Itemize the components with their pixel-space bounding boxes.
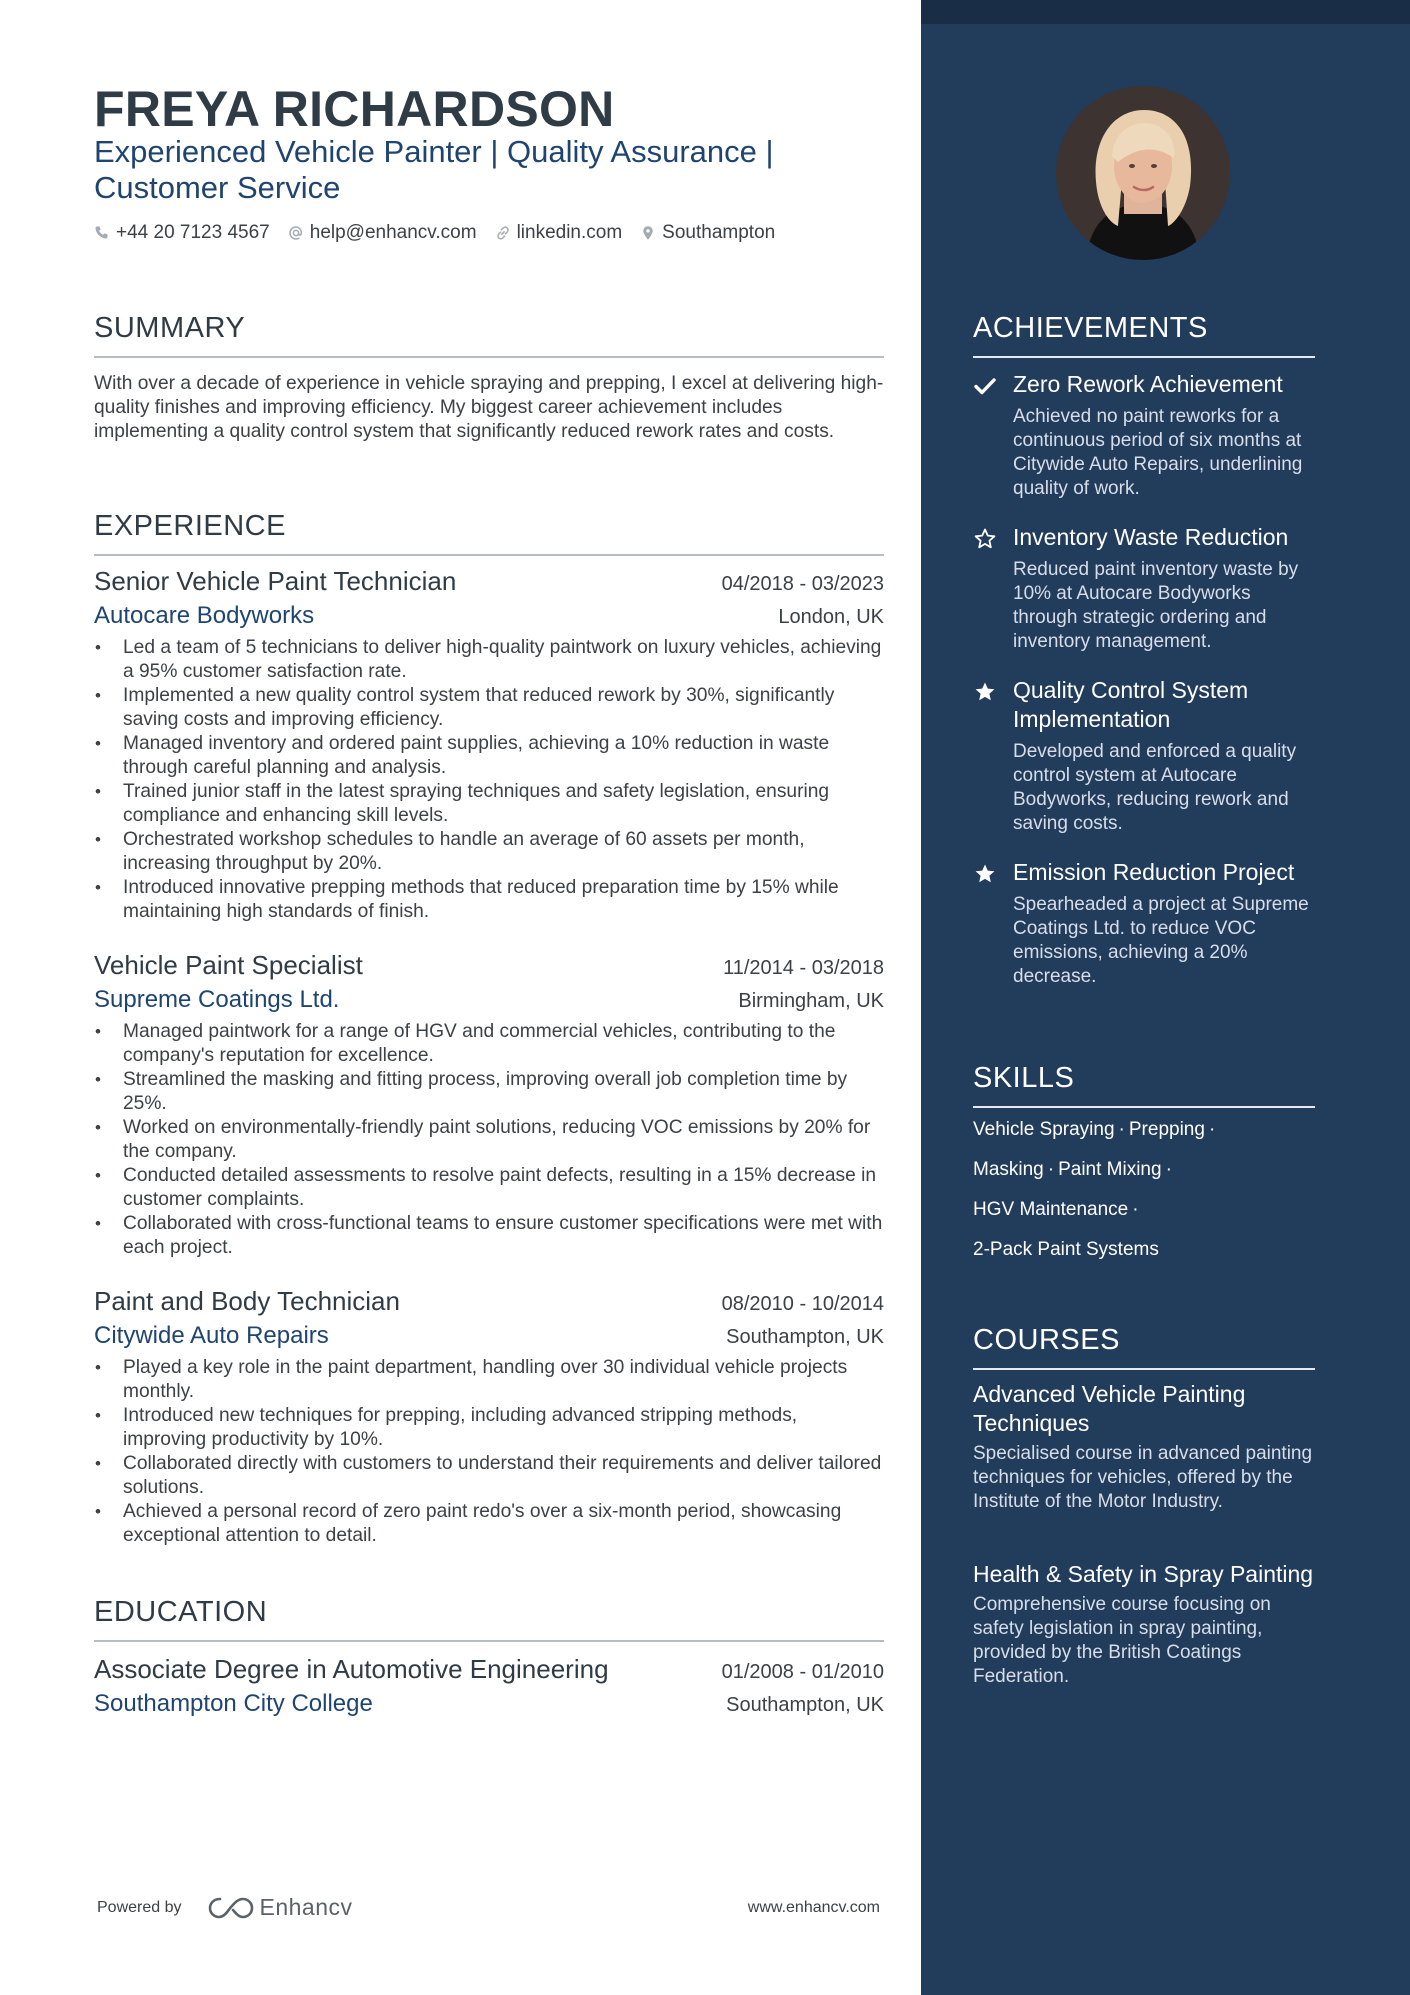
- job-bullets: [94, 636, 884, 924]
- bullet-item: • Collaborated with cross-functional teams to ensure customer specifications were met with each project.: [94, 1212, 884, 1260]
- email-text: help@enhancv.com: [309, 222, 477, 243]
- contact-location: [640, 222, 775, 244]
- course-item: [973, 1380, 1315, 1514]
- job-company: Autocare Bodyworks: [94, 602, 315, 629]
- job-dates: 11/2014 - 03/2018: [723, 957, 884, 979]
- courses-heading: COURSES: [973, 1322, 1315, 1370]
- course-title: Health & Safety in Spray Painting: [973, 1561, 1314, 1587]
- skill-separator: ·: [1118, 1119, 1125, 1140]
- job-title: Vehicle Paint Specialist: [94, 950, 363, 980]
- course-desc: Comprehensive course focusing on safety legislation in spray painting, provided by the British Coatings Federation.: [973, 1594, 1271, 1687]
- achievement-desc: Reduced paint inventory waste by 10% at Autocare Bodyworks through strategic ordering and inventory management.: [1013, 559, 1299, 652]
- bullet-item: • Orchestrated workshop schedules to handle an average of 60 assets per month, increasing throughput by 20%.: [94, 828, 884, 876]
- job-dates: 08/2010 - 10/2014: [721, 1293, 884, 1315]
- avatar: [1056, 86, 1230, 260]
- bullet-item: • Led a team of 5 technicians to deliver high-quality paintwork on luxury vehicles, achieving a 95% customer satisfaction rate.: [94, 636, 884, 684]
- candidate-name: FREYA RICHARDSON: [94, 81, 615, 137]
- bullet-item: • Played a key role in the paint department, handling over 30 individual vehicle projects monthly.: [94, 1356, 884, 1404]
- achievement-item: [973, 676, 1343, 836]
- job-bullets: [94, 1356, 884, 1548]
- linkedin-text: linkedin.com: [516, 222, 623, 243]
- degree-title: Associate Degree in Automotive Engineering: [94, 1654, 609, 1684]
- checkmark-icon: [973, 374, 997, 398]
- achievement-desc: Spearheaded a project at Supreme Coatings Ltd. to reduce VOC emissions, achieving a 20% decrease.: [1013, 894, 1309, 987]
- achievements-heading: ACHIEVEMENTS: [973, 310, 1315, 358]
- job-company: Supreme Coatings Ltd.: [94, 986, 340, 1013]
- course-title: Advanced Vehicle Painting Techniques: [973, 1381, 1246, 1436]
- skill-tag: HGV Maintenance: [973, 1199, 1129, 1220]
- experience-heading: EXPERIENCE: [94, 508, 884, 556]
- job-entry: [94, 564, 884, 924]
- skill-tag: Masking: [973, 1159, 1044, 1180]
- skill-separator: ·: [1165, 1159, 1172, 1180]
- phone-text: +44 20 7123 4567: [116, 222, 270, 243]
- sidebar: [921, 0, 1410, 1995]
- job-title: Senior Vehicle Paint Technician: [94, 566, 457, 596]
- enhancv-logo-icon: [208, 1895, 254, 1921]
- achievement-desc: Achieved no paint reworks for a continuous period of six months at Citywide Auto Repairs, underlining quality of work.: [1013, 406, 1303, 499]
- phone-icon: [94, 225, 110, 241]
- summary-text: With over a decade of experience in vehicle spraying and prepping, I excel at delivering high-quality finishes and improving efficiency. My biggest career achievement includes implementing a quality control system that significantly reduced rework rates and costs.: [94, 373, 884, 442]
- star-icon: [973, 862, 997, 886]
- skill-tag: Prepping: [1128, 1119, 1205, 1140]
- job-entry: [94, 948, 884, 1260]
- skill-separator: ·: [1047, 1159, 1055, 1180]
- headline: Experienced Vehicle Painter | Quality Assurance | Customer Service: [94, 134, 774, 205]
- bullet-item: • Managed paintwork for a range of HGV and commercial vehicles, contributing to the company's reputation for excellence.: [94, 1020, 884, 1068]
- skill-separator: ·: [1132, 1199, 1139, 1220]
- achievement-title: Zero Rework Achievement: [1013, 371, 1283, 397]
- skill-row: [973, 1118, 1315, 1142]
- job-location: Southampton, UK: [726, 1326, 884, 1348]
- star-icon: [973, 680, 997, 704]
- course-item: [973, 1560, 1315, 1689]
- skill-separator: ·: [1208, 1119, 1216, 1140]
- contact-email[interactable]: [288, 222, 477, 244]
- brand-name: Enhancv: [259, 1894, 353, 1920]
- footer-url[interactable]: www.enhancv.com: [747, 1898, 880, 1916]
- skill-row: [973, 1238, 1315, 1262]
- bullet-item: • Introduced innovative prepping methods that reduced preparation time by 15% while maintaining high standards of finish.: [94, 876, 884, 924]
- bullet-item: • Managed inventory and ordered paint supplies, achieving a 10% reduction in waste through careful planning and analysis.: [94, 732, 884, 780]
- skills-heading: SKILLS: [973, 1060, 1315, 1108]
- contact-phone[interactable]: [94, 222, 270, 244]
- achievement-item: [973, 523, 1343, 654]
- skill-tag: Paint Mixing: [1058, 1159, 1162, 1180]
- skill-row: [973, 1198, 1315, 1222]
- powered-by-label: Powered by: [97, 1898, 182, 1916]
- location-text: Southampton: [662, 222, 776, 243]
- skills-list: [973, 1118, 1315, 1278]
- footer: [97, 1894, 880, 1921]
- education-heading: EDUCATION: [94, 1594, 884, 1642]
- school-name: Southampton City College: [94, 1690, 373, 1717]
- at-icon: [288, 225, 304, 241]
- education-location: Southampton, UK: [726, 1694, 884, 1716]
- achievement-title: Quality Control System Implementation: [1013, 677, 1249, 732]
- star-outline-icon: [973, 527, 997, 551]
- job-title: Paint and Body Technician: [94, 1286, 400, 1316]
- link-icon: [495, 225, 511, 241]
- achievement-desc: Developed and enforced a quality control system at Autocare Bodyworks, reducing rework and saving costs.: [1013, 741, 1297, 834]
- sidebar-top-band: [921, 0, 1410, 24]
- job-entry: [94, 1284, 884, 1548]
- job-company: Citywide Auto Repairs: [94, 1322, 329, 1349]
- achievement-title: Inventory Waste Reduction: [1013, 524, 1289, 550]
- achievement-title: Emission Reduction Project: [1013, 859, 1295, 885]
- bullet-item: • Conducted detailed assessments to resolve paint defects, resulting in a 15% decrease in customer complaints.: [94, 1164, 884, 1212]
- job-bullets: [94, 1020, 884, 1260]
- job-location: London, UK: [778, 606, 884, 628]
- skill-row: [973, 1158, 1315, 1182]
- education-entry: [94, 1652, 884, 1720]
- job-dates: 04/2018 - 03/2023: [721, 573, 884, 595]
- summary-heading: SUMMARY: [94, 310, 884, 358]
- portrait-photo: [1056, 86, 1230, 260]
- bullet-item: • Introduced new techniques for prepping, including advanced stripping methods, improving productivity by 10%.: [94, 1404, 884, 1452]
- achievement-item: [973, 370, 1343, 501]
- course-desc: Specialised course in advanced painting techniques for vehicles, offered by the Institute of the Motor Industry.: [973, 1443, 1313, 1512]
- skill-tag: 2-Pack Paint Systems: [973, 1239, 1159, 1260]
- bullet-item: • Implemented a new quality control system that reduced rework by 30%, significantly saving costs and improving efficiency.: [94, 684, 884, 732]
- bullet-item: • Worked on environmentally-friendly paint solutions, reducing VOC emissions by 20% for the company.: [94, 1116, 884, 1164]
- education-dates: 01/2008 - 01/2010: [721, 1661, 884, 1683]
- enhancv-logo[interactable]: [208, 1894, 353, 1921]
- bullet-item: • Trained junior staff in the latest spraying techniques and safety legislation, ensuring compliance and enhancing skill levels.: [94, 780, 884, 828]
- bullet-item: • Collaborated directly with customers to understand their requirements and deliver tailored solutions.: [94, 1452, 884, 1500]
- bullet-item: • Achieved a personal record of zero paint redo's over a six-month period, showcasing exceptional attention to detail.: [94, 1500, 884, 1548]
- location-pin-icon: [640, 225, 656, 241]
- job-location: Birmingham, UK: [738, 990, 884, 1012]
- bullet-item: • Streamlined the masking and fitting process, improving overall job completion time by 25%.: [94, 1068, 884, 1116]
- skill-tag: Vehicle Spraying: [973, 1119, 1115, 1140]
- contact-bar: [94, 222, 793, 244]
- powered-by: [97, 1894, 353, 1921]
- contact-linkedin[interactable]: [495, 222, 623, 244]
- achievement-item: [973, 858, 1343, 989]
